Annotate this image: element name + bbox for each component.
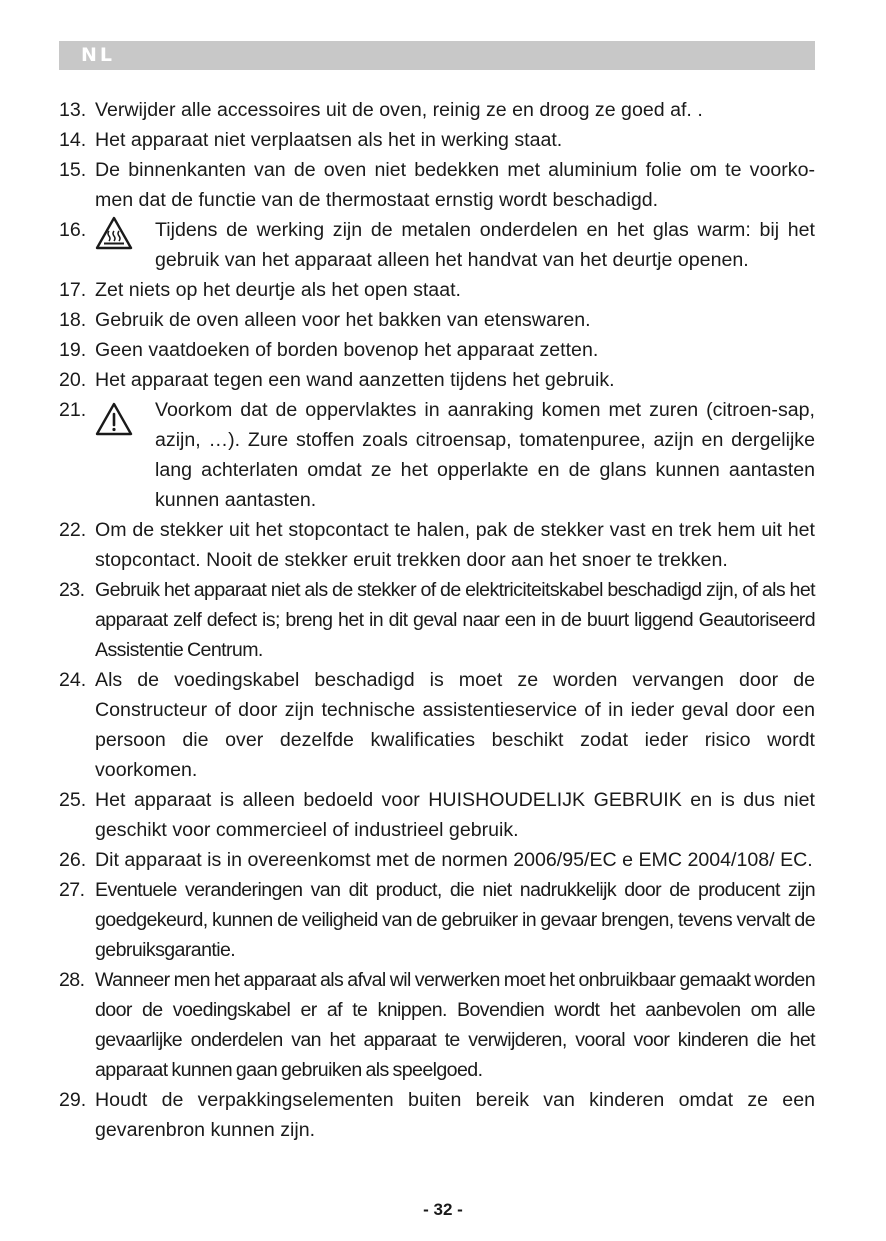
item-number: 16.	[59, 219, 87, 241]
list-item	[59, 785, 815, 845]
list-item	[59, 335, 815, 365]
list-item	[59, 155, 815, 215]
hot-surface-warning-icon	[94, 215, 134, 260]
list-item	[59, 275, 815, 305]
item-number: 28.	[59, 969, 85, 991]
item-text: Dit apparaat is in overeenkomst met de normen 2006/95/EC e EMC 2004/108/ EC.	[95, 849, 813, 871]
list-item	[59, 305, 815, 335]
item-number: 18.	[59, 309, 87, 331]
item-text: Gebruik het apparaat niet als de stekker of de elektriciteitskabel beschadigd zijn, of als het apparaat zelf defect is; breng het in dit geval naar een in de buurt liggend Geautoriseerd Assistentie Centrum.	[95, 579, 815, 661]
page-number: - 32 -	[423, 1200, 463, 1219]
language-header-bar	[59, 41, 815, 70]
item-number: 29.	[59, 1089, 87, 1111]
item-text: Het apparaat is alleen bedoeld voor HUISHOUDELIJK GEBRUIK en is dus niet geschikt voor commercieel of industrieel gebruik.	[95, 789, 815, 841]
item-text: Verwijder alle accessoires uit de oven, reinig ze en droog ze goed af. .	[95, 99, 703, 121]
item-text: Wanneer men het apparaat als afval wil verwerken moet het onbruikbaar gemaakt worden door de voedingskabel er af te knippen. Bovendien wordt het aanbevolen om alle gevaarlijke onderdelen van het apparaat te verwijderen, vooral voor kinderen die het apparaat kunnen gaan gebruiken als speelgoed.	[95, 969, 815, 1081]
list-item	[59, 395, 815, 515]
safety-instructions-list	[59, 95, 815, 1145]
list-item	[59, 845, 815, 875]
list-item	[59, 95, 815, 125]
list-item	[59, 965, 815, 1085]
item-text: Zet niets op het deurtje als het open staat.	[95, 279, 461, 301]
item-number: 25.	[59, 789, 87, 811]
item-text: Het apparaat niet verplaatsen als het in werking staat.	[95, 129, 563, 151]
item-number: 15.	[59, 159, 87, 181]
list-item	[59, 1085, 815, 1145]
list-item	[59, 125, 815, 155]
item-text: Geen vaatdoeken of borden bovenop het apparaat zetten.	[95, 339, 599, 361]
item-number: 27.	[59, 879, 85, 901]
item-number: 19.	[59, 339, 87, 361]
item-number: 23.	[59, 579, 85, 601]
item-text: Tijdens de werking zijn de metalen onderdelen en het glas warm: bij het gebruik van het apparaat alleen het handvat van het deurtje openen.	[155, 219, 815, 271]
item-number: 13.	[59, 99, 87, 121]
list-item	[59, 365, 815, 395]
item-number: 22.	[59, 519, 87, 541]
item-number: 17.	[59, 279, 87, 301]
list-item	[59, 665, 815, 785]
item-number: 20.	[59, 369, 87, 391]
list-item	[59, 515, 815, 575]
item-number: 26.	[59, 849, 87, 871]
language-label: NL	[81, 44, 116, 66]
item-text: Als de voedingskabel beschadigd is moet ze worden vervangen door de Constructeur of door zijn technische assistentieservice of in ieder geval door een persoon die over dezelfde kwalificaties beschikt zodat ieder risico wordt voorkomen.	[95, 669, 815, 781]
item-number: 21.	[59, 399, 87, 421]
list-item	[59, 875, 815, 965]
item-text: Eventuele veranderingen van dit product, die niet nadrukkelijk door de producent zijn goedgekeurd, kunnen de veiligheid van de gebruiker in gevaar brengen, tevens vervalt de gebruiksgarantie.	[95, 879, 815, 961]
general-warning-icon	[94, 401, 134, 446]
list-item	[59, 575, 815, 665]
item-number: 24.	[59, 669, 87, 691]
item-number: 14.	[59, 129, 87, 151]
item-text: Houdt de verpakkingselementen buiten bereik van kinderen omdat ze een gevarenbron kunnen zijn.	[95, 1089, 815, 1141]
list-item	[59, 215, 815, 275]
item-text: Voorkom dat de oppervlaktes in aanraking komen met zuren (citroen-sap, azijn, …). Zure stoffen zoals citroensap, tomatenpuree, azijn en dergelijke lang achterlaten omdat ze het opperlakte en de glans kunnen aantasten kunnen aantasten.	[155, 399, 815, 511]
item-text: Om de stekker uit het stopcontact te halen, pak de stekker vast en trek hem uit het stopcontact. Nooit de stekker eruit trekken door aan het snoer te trekken.	[95, 519, 815, 571]
item-text: Gebruik de oven alleen voor het bakken van etenswaren.	[95, 309, 591, 331]
item-text: De binnenkanten van de oven niet bedekken met aluminium folie om te voorko-men dat de functie van de thermostaat ernstig wordt beschadigd.	[95, 159, 815, 211]
item-text: Het apparaat tegen een wand aanzetten tijdens het gebruik.	[95, 369, 615, 391]
